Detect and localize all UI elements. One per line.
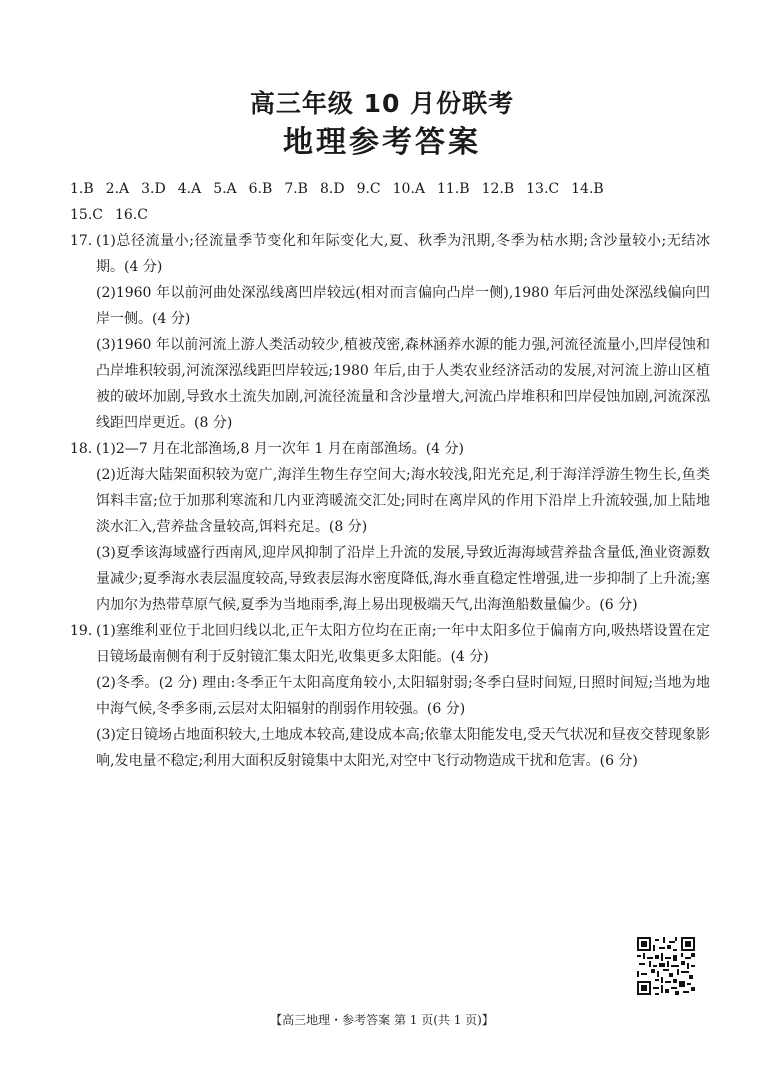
answer-part-2: (2)近海大陆架面积较为宽广,海洋生物生存空间大;海水较浅,阳光充足,利于海洋浮游生物生长,鱼类饵料丰富;位于加那利寒流和几内亚湾暖流交汇处;同时在离岸风的作用下沿岸上升流较强,加上陆地淡水汇入,营养盐含量较高,饵料充足。(8 分)	[96, 467, 710, 535]
mc-answer: 15.C	[70, 207, 103, 223]
mc-answer: 2.A	[105, 181, 130, 197]
question-17-answer	[70, 228, 710, 436]
page-footer: 【高三地理・参考答案 第 1 页(共 1 页)】	[270, 1013, 494, 1027]
mc-answer: 6.B	[248, 181, 273, 197]
question-number: 19.	[70, 623, 93, 639]
mc-answer: 10.A	[392, 181, 426, 197]
mc-answer: 3.D	[141, 181, 166, 197]
answer-part-1: (1)塞维利亚位于北回归线以北,正午太阳方位均在正南;一年中太阳多位于偏南方向,吸热塔设置在定日镜场最南侧有利于反射镜汇集太阳光,收集更多太阳能。(4 分)	[96, 623, 710, 665]
mc-line-1	[70, 176, 710, 202]
answer-part-3: (3)夏季该海域盛行西南风,迎岸风抑制了沿岸上升流的发展,导致近海海域营养盐含量低,渔业资源数量减少;夏季海水表层温度较高,导致表层海水密度降低,海水垂直稳定性增强,进一步抑制了上升流;塞内加尔为热带草原气候,夏季为当地雨季,海上易出现极端天气,出海渔船数量偏少。(6 分)	[96, 545, 710, 613]
mc-answer: 16.C	[114, 207, 148, 223]
exam-title: 高三年级 10 月份联考	[249, 89, 515, 118]
mc-answer: 12.B	[481, 181, 515, 197]
question-number: 18.	[70, 441, 93, 457]
mc-answer: 5.A	[213, 181, 237, 197]
question-19-answer	[70, 618, 710, 774]
mc-answer: 7.B	[284, 181, 308, 197]
answer-part-3: (3)定日镜场占地面积较大,土地成本较高,建设成本高;依靠太阳能发电,受天气状况和昼夜交替现象影响,发电量不稳定;利用大面积反射镜集中太阳光,对空中飞行动物造成干扰和危害。(6 分)	[96, 727, 710, 769]
answer-part-2: (2)冬季。(2 分) 理由:冬季正午太阳高度角较小,太阳辐射弱;冬季白昼时间短,日照时间短;当地为地中海气候,冬季多雨,云层对太阳辐射的削弱作用较强。(6 分)	[96, 675, 710, 717]
mc-answer: 14.B	[571, 181, 604, 197]
answer-content	[70, 176, 710, 774]
document-title: 地理参考答案	[283, 125, 481, 160]
mc-answer: 9.C	[356, 181, 381, 197]
answer-part-3: (3)1960 年以前河流上游人类活动较少,植被茂密,森林涵养水源的能力强,河流径流量小,凹岸侵蚀和凸岸堆积较弱,河流深泓线距凹岸较远;1980 年后,由于人类农业经济活动的发展,对河流上游山区植被的破坏加剧,导致水土流失加剧,河流径流量和含沙量增大,河流凸岸堆积和凹岸侵蚀加剧,河流深泓线距凹岸更近。(8 分)	[96, 337, 710, 431]
mc-answer: 8.D	[319, 181, 345, 197]
mc-line-2	[70, 202, 710, 228]
multiple-choice-answers	[70, 176, 710, 228]
question-number: 17.	[70, 233, 93, 249]
answer-part-1: (1)2—7 月在北部渔场,8 月一次年 1 月在南部渔场。(4 分)	[96, 441, 464, 457]
mc-answer: 1.B	[70, 181, 94, 197]
mc-answer: 4.A	[177, 181, 202, 197]
mc-answer: 13.C	[526, 181, 560, 197]
qr-code-image	[637, 937, 695, 995]
answer-part-2: (2)1960 年以前河曲处深泓线离凹岸较远(相对而言偏向凸岸一侧),1980 年后河曲处深泓线偏向凹岸一侧。(4 分)	[96, 285, 710, 327]
mc-answer: 11.B	[437, 181, 470, 197]
question-18-answer	[70, 436, 710, 618]
answer-part-1: (1)总径流量小;径流量季节变化和年际变化大,夏、秋季为汛期,冬季为枯水期;含沙量较小;无结冰期。(4 分)	[96, 233, 710, 275]
